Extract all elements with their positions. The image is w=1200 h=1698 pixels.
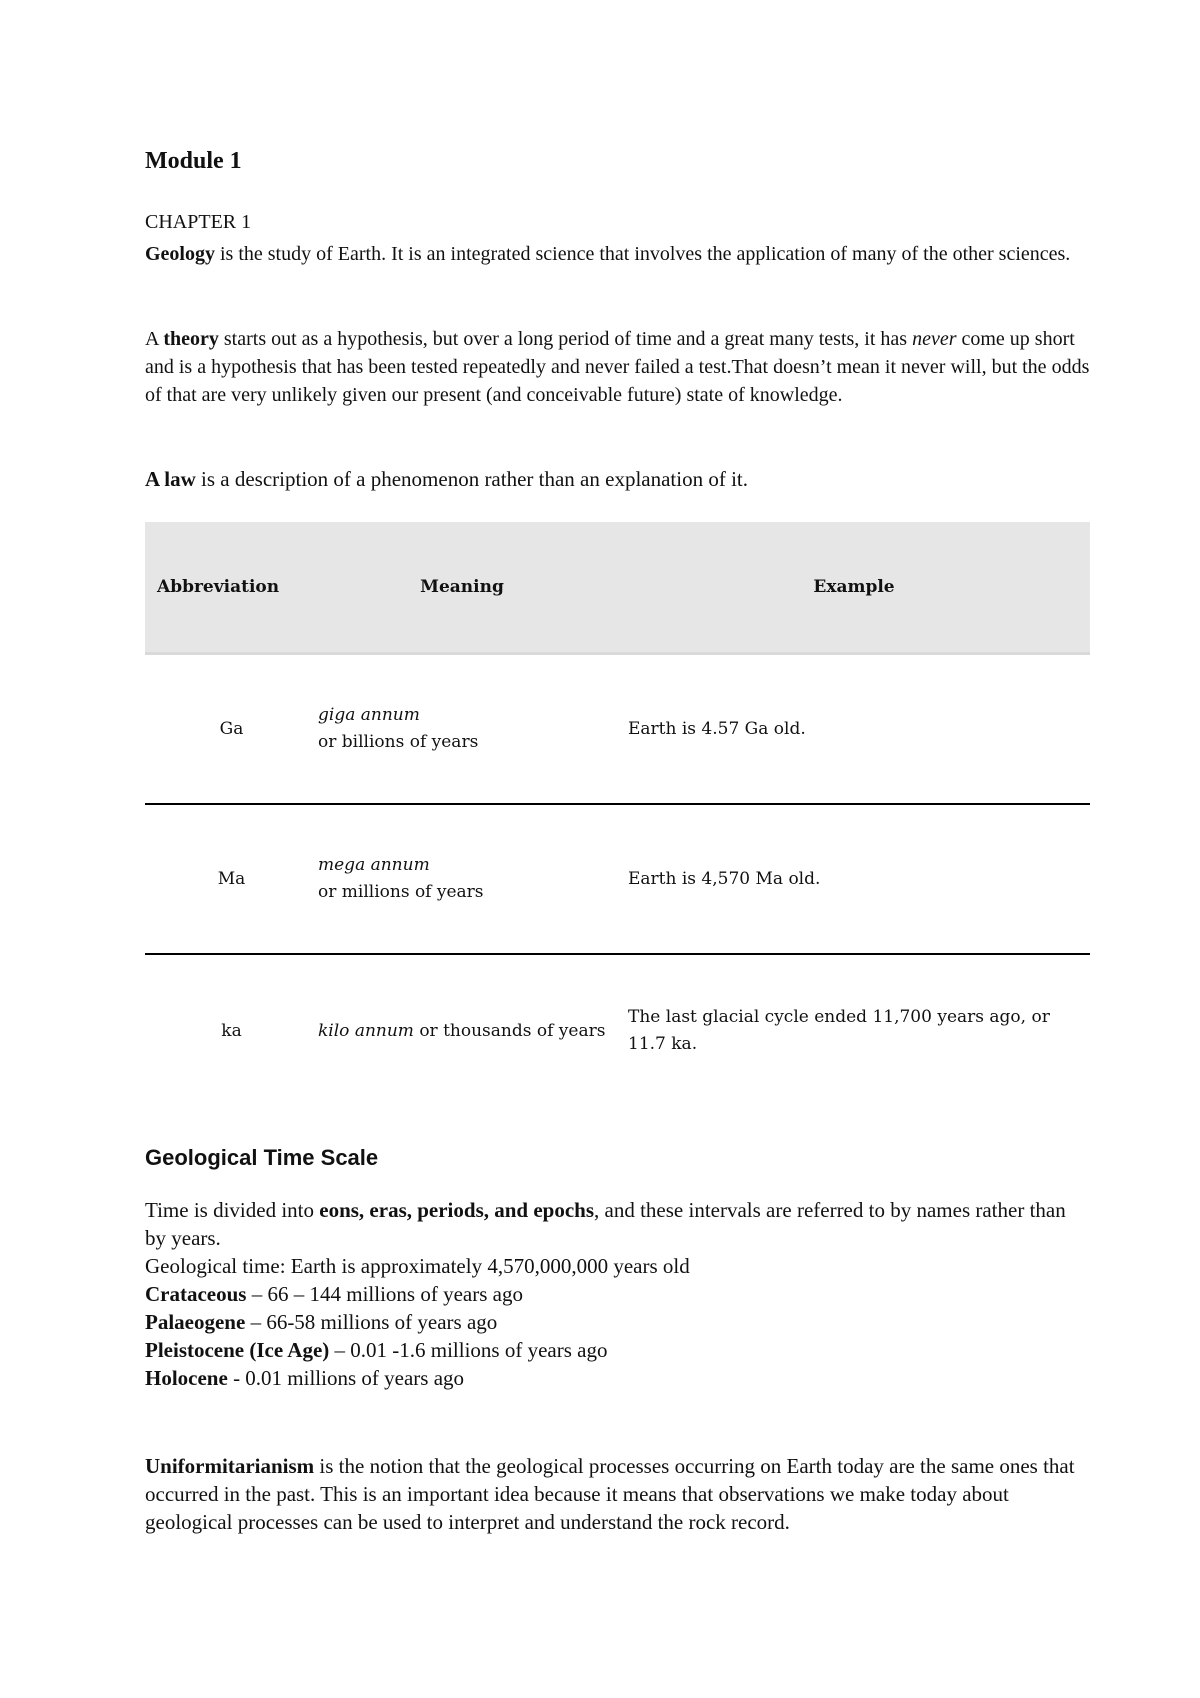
- meaning-italic: kilo annum: [318, 1020, 414, 1041]
- entry-text: – 66 – 144 millions of years ago: [246, 1282, 523, 1306]
- abbreviation-table: [145, 522, 1090, 1107]
- time-entry: [145, 1336, 1090, 1364]
- meaning-italic: mega annum: [318, 855, 430, 875]
- entry-term: Pleistocene (Ice Age): [145, 1338, 330, 1362]
- example-cell: Earth is 4.57 Ga old.: [618, 654, 1090, 805]
- header-example: Example: [618, 522, 1090, 654]
- theory-never: never: [912, 328, 957, 350]
- meaning-italic: giga annum: [318, 705, 420, 725]
- uniformitarianism-term: Uniformitarianism: [145, 1454, 315, 1478]
- time-entry: [145, 1280, 1090, 1308]
- theory-term: theory: [163, 328, 219, 350]
- table-row: [145, 654, 1090, 805]
- geology-term: Geology: [145, 243, 215, 265]
- theory-paragraph: [145, 325, 1090, 409]
- time-entry: [145, 1308, 1090, 1336]
- example-cell: The last glacial cycle ended 11,700 years ago, or 11.7 ka.: [628, 1007, 1050, 1054]
- intro-text-1: Time is divided into: [145, 1198, 320, 1222]
- time-scale-intro: [145, 1196, 1090, 1252]
- abbr-cell: Ga: [145, 654, 306, 805]
- table-row: [145, 954, 1090, 1107]
- uniformitarianism-text: is the notion that the geological processes occurring on Earth today are the same ones that occurred in the past. This is an important idea because it means that observations we make today about geological processes can be used to interpret and understand the rock record.: [145, 1454, 1075, 1534]
- geology-text: is the study of Earth. It is an integrated science that involves the application of many of the other sciences.: [215, 243, 1071, 265]
- geological-time-line: Geological time: Earth is approximately 4,570,000,000 years old: [145, 1254, 690, 1278]
- time-scale-section: [145, 1196, 1090, 1392]
- geology-paragraph: [145, 240, 1090, 268]
- entry-term: Holocene: [145, 1366, 228, 1390]
- meaning-cell: [306, 804, 618, 954]
- uniformitarianism-paragraph: [145, 1452, 1090, 1536]
- chapter-heading: CHAPTER 1: [145, 211, 252, 233]
- meaning-cell: [306, 654, 618, 805]
- entry-term: Crataceous: [145, 1282, 247, 1306]
- theory-text-2: come up short and is a hypothesis that has been tested repeatedly and never failed a test.That doesn’t mean it never will, but the odds of that are very unlikely given our present (and conceivable future) state of knowledge.: [145, 328, 1090, 406]
- entry-text: – 66-58 millions of years ago: [245, 1310, 498, 1334]
- law-term: A law: [145, 467, 196, 491]
- theory-text-1: starts out as a hypothesis, but over a long period of time and a great many tests, it has: [218, 328, 913, 350]
- meaning-rest: or billions of years: [318, 732, 479, 752]
- meaning-cell: [306, 954, 618, 1107]
- header-meaning: Meaning: [306, 522, 618, 654]
- table-row: [145, 804, 1090, 954]
- meaning-rest: or thousands of years: [413, 1020, 606, 1041]
- meaning-rest: or millions of years: [318, 882, 484, 902]
- module-title: Module 1: [145, 148, 242, 174]
- table-header-row: [145, 522, 1090, 654]
- example-cell: Earth is 4,570 Ma old.: [618, 804, 1090, 954]
- abbr-cell: Ma: [145, 804, 306, 954]
- law-paragraph: [145, 465, 1090, 493]
- time-entry: [145, 1364, 1090, 1392]
- header-abbreviation: Abbreviation: [145, 522, 306, 654]
- entry-term: Palaeogene: [145, 1310, 246, 1334]
- entry-text: – 0.01 -1.6 millions of years ago: [329, 1338, 608, 1362]
- abbr-cell: ka: [221, 1020, 242, 1041]
- intro-bold: eons, eras, periods, and epochs: [319, 1198, 595, 1222]
- intro-text-2: , and these intervals are referred to by names rather than by years.: [145, 1198, 1066, 1250]
- time-scale-heading: Geological Time Scale: [145, 1145, 379, 1170]
- law-text: is a description of a phenomenon rather than an explanation of it.: [195, 467, 749, 491]
- theory-lead: A: [145, 328, 164, 350]
- entry-text: - 0.01 millions of years ago: [227, 1366, 465, 1390]
